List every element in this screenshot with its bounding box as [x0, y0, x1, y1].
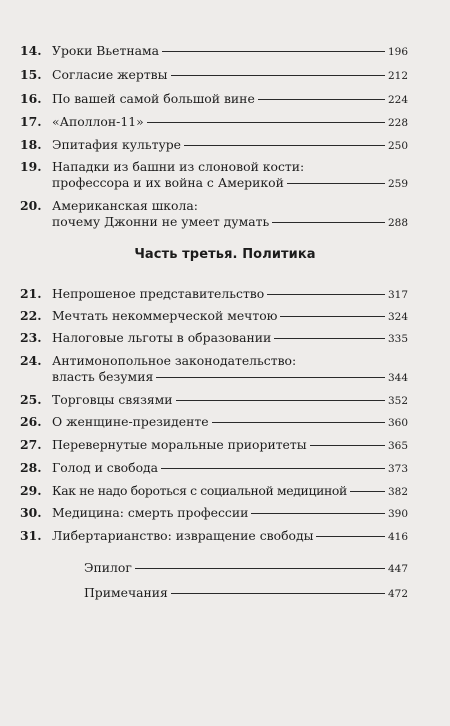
entry-title: Голод и свобода: [52, 460, 159, 475]
dot-leader: [135, 568, 385, 569]
entry-number: 20.: [20, 198, 42, 213]
entry-page-number: 228: [387, 117, 408, 129]
entry-number: 18.: [20, 137, 42, 152]
dot-leader: [162, 51, 385, 52]
toc-entry-26[interactable]: [20, 414, 408, 431]
entry-number: 22.: [20, 308, 42, 323]
toc-entry-16[interactable]: [20, 91, 408, 108]
entry-page-number: 259: [387, 178, 408, 190]
entry-page-number: 373: [387, 463, 408, 475]
entry-title: Уроки Вьетнама: [52, 43, 159, 58]
entry-number: 19.: [20, 159, 42, 174]
entry-number: 25.: [20, 392, 42, 407]
entry-title-line1: Антимонопольное законодательство:: [52, 353, 297, 368]
dot-leader: [316, 536, 384, 537]
toc-entry-20[interactable]: [20, 198, 408, 231]
entry-title: Согласие жертвы: [52, 67, 168, 82]
entry-title: власть безумия: [52, 369, 154, 384]
toc-entry-28[interactable]: [20, 460, 408, 477]
toc-entry-14[interactable]: [20, 43, 408, 60]
entry-number: 26.: [20, 414, 42, 429]
dot-leader: [176, 400, 385, 401]
toc-entry-notes[interactable]: [20, 585, 408, 602]
entry-title: По вашей самой большой вине: [52, 91, 255, 106]
entry-title: Либертарианство: извращение свободы: [52, 528, 314, 543]
entry-page-number: 335: [387, 333, 408, 345]
dot-leader: [156, 377, 385, 378]
entry-number: 21.: [20, 286, 42, 301]
entry-page-number: 324: [387, 311, 408, 323]
dot-leader: [280, 316, 384, 317]
toc-entry-15[interactable]: [20, 67, 408, 84]
toc-entry-21[interactable]: [20, 286, 408, 303]
entry-number: 16.: [20, 91, 42, 106]
entry-title: Как не надо бороться с социальной медициной: [52, 483, 347, 498]
entry-title: Примечания: [84, 585, 168, 600]
dot-leader: [147, 122, 385, 123]
entry-title: Торговцы связями: [52, 392, 173, 407]
entry-page-number: 212: [387, 70, 408, 82]
dot-leader: [212, 422, 385, 423]
toc-entry-27[interactable]: [20, 437, 408, 454]
entry-page-number: 344: [387, 372, 408, 384]
entry-number: 15.: [20, 67, 42, 82]
entry-title: Налоговые льготы в образовании: [52, 330, 272, 345]
entry-number: 27.: [20, 437, 42, 452]
entry-number: 24.: [20, 353, 42, 368]
dot-leader: [251, 513, 385, 514]
toc-entry-31[interactable]: [20, 528, 408, 545]
dot-leader: [274, 338, 385, 339]
entry-number: 30.: [20, 505, 42, 520]
entry-number: 14.: [20, 43, 42, 58]
dot-leader: [310, 445, 385, 446]
toc-entry-epilogue[interactable]: [20, 560, 408, 577]
entry-page-number: 365: [387, 440, 408, 452]
dot-leader: [184, 145, 385, 146]
toc-entry-24[interactable]: [20, 353, 408, 386]
entry-page-number: 382: [387, 486, 408, 498]
dot-leader: [171, 593, 385, 594]
toc-entry-17[interactable]: [20, 114, 408, 131]
entry-number: 31.: [20, 528, 42, 543]
entry-page-number: 196: [387, 46, 408, 58]
dot-leader: [171, 75, 385, 76]
entry-title: Медицина: смерть профессии: [52, 505, 249, 520]
entry-title: профессора и их война с Америкой: [52, 175, 284, 190]
toc-entry-29[interactable]: [20, 483, 408, 500]
toc-entry-19[interactable]: [20, 159, 408, 192]
entry-page-number: 250: [387, 140, 408, 152]
toc-entry-25[interactable]: [20, 392, 408, 409]
dot-leader: [161, 468, 385, 469]
entry-page-number: 472: [387, 588, 408, 600]
toc-entry-30[interactable]: [20, 505, 408, 522]
entry-page-number: 352: [387, 395, 408, 407]
dot-leader: [350, 491, 385, 492]
dot-leader: [267, 294, 385, 295]
entry-page-number: 447: [387, 563, 408, 575]
toc-entry-18[interactable]: [20, 137, 408, 154]
entry-number: 28.: [20, 460, 42, 475]
entry-title: Перевернутые моральные приоритеты: [52, 437, 307, 452]
toc-entry-22[interactable]: [20, 308, 408, 325]
entry-title: Мечтать некоммерческой мечтою: [52, 308, 278, 323]
entry-page-number: 224: [387, 94, 408, 106]
entry-page-number: 288: [387, 217, 408, 229]
entry-title: Эпитафия культуре: [52, 137, 182, 152]
entry-title: Непрошеное представительство: [52, 286, 265, 301]
entry-number: 29.: [20, 483, 42, 498]
entry-page-number: 360: [387, 417, 408, 429]
entry-title: Эпилог: [84, 560, 132, 575]
entry-page-number: 317: [387, 289, 408, 301]
part-heading: Часть третья. Политика: [134, 247, 316, 262]
entry-number: 23.: [20, 330, 42, 345]
dot-leader: [272, 222, 385, 223]
entry-title: «Аполлон-11»: [52, 114, 144, 129]
entry-title-line1: Нападки из башни из слоновой кости:: [52, 159, 305, 174]
entry-page-number: 390: [387, 508, 408, 520]
entry-page-number: 416: [387, 531, 408, 543]
entry-title-line1: Американская школа:: [52, 198, 198, 213]
entry-number: 17.: [20, 114, 42, 129]
toc-entry-23[interactable]: [20, 330, 408, 347]
entry-title: почему Джонни не умеет думать: [52, 214, 270, 229]
dot-leader: [258, 99, 385, 100]
dot-leader: [287, 183, 385, 184]
entry-title: О женщине-президенте: [52, 414, 209, 429]
